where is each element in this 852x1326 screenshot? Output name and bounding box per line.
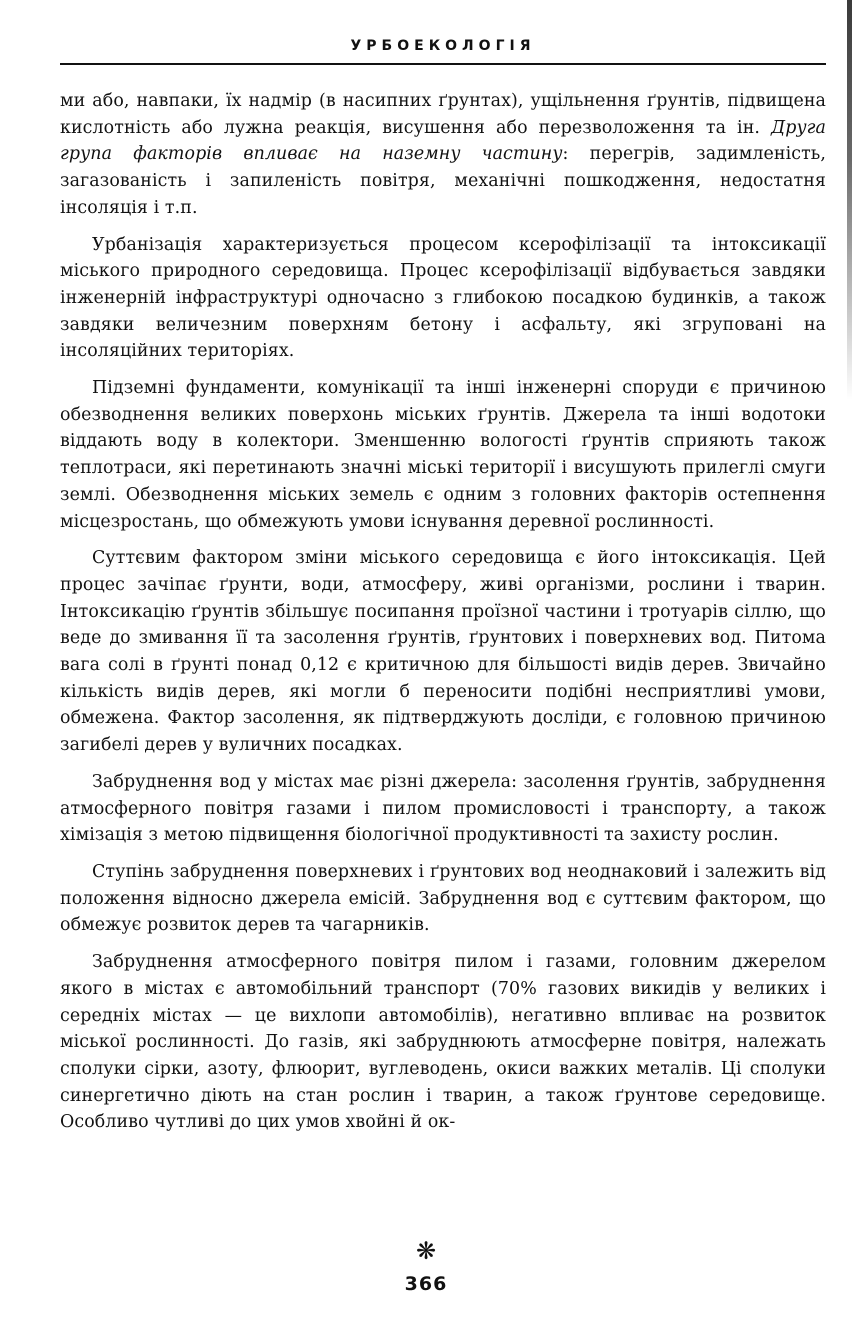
paragraph-1-emphasis: Друга група факторів впливає на наземну частину [60,117,826,165]
running-head: УРБОЕКОЛОГІЯ [350,38,536,54]
paragraph-3: Підземні фундаменти, комунікації та інші інженерні споруди є причиною обезводнення великих поверхонь міських ґрунтів. Джерела та інші водотоки віддають воду в колектори. Зменшенню вологості ґрунтів сприяють також теплотраси, які перетинають значні міські території і висушують прилеглі смуги землі. Обезводнення міських земель є одним з головних факторів остепнення місцезростань, що обмежують умови існування деревної рослинності. [60,378,826,532]
paragraph-1-end: : перегрів, задимленість, загазованість і запиленість повітря, механічні пошкодження, недостатня інсоляція і т.п. [60,144,826,218]
ornament-icon: ❋ [415,1237,437,1265]
paragraph-5: Забруднення вод у містах має різні джерела: засолення ґрунтів, забруднення атмосферного повітря газами і пилом промисловості і транспорту, а також хімізація з метою підвищення біологічної продуктивності та захисту рослин. [60,771,826,846]
header-rule [60,63,826,65]
paragraph-6: Ступінь забруднення поверхневих і ґрунтових вод неоднаковий і залежить від положення відносно джерела емісій. Забруднення вод є суттєвим фактором, що обмежує розвиток дерев та чагарників. [60,861,826,936]
page-number: 366 [404,1273,448,1295]
paragraph-1 [60,88,826,222]
scan-edge-shadow [847,0,852,400]
body-text [60,88,826,1146]
paragraph-7: Забруднення атмосферного повітря пилом і газами, головним джерелом якого в містах є автомобільний транспорт (70% газових викидів у великих і середніх містах — це вихлопи автомобілів), негативно впливає на розвиток міської рослинності. До газів, які забруднюють атмосферне повітря, належать сполуки сірки, азоту, флюорит, вуглеводень, окиси важких металів. Ці сполуки синергетично діють на стан рослин і тварин, а також ґрунтове середовище. Особливо чутливі до цих умов хвойні й ок- [60,952,826,1133]
paragraph-2: Урбанізація характеризується процесом ксерофілізації та інтоксикації міського природного середовища. Процес ксерофілізації відбувається завдяки інженерній інфраструктурі одночасно з глибокою посадкою будинків, а також завдяки величезним поверхням бетону і асфальту, які згруповані на інсоляційних територіях. [60,234,826,362]
paragraph-1-start: ми або, навпаки, їх надмір (в насипних ґрунтах), ущільнення ґрунтів, підвищена кислотність або лужна реакція, висушення або перезволоження та ін. [60,91,826,138]
paragraph-4: Суттєвим фактором зміни міського середовища є його інтоксикація. Цей процес зачіпає ґрунти, води, атмосферу, живі організми, рослини і тварин. Інтоксикацію ґрунтів збільшує посипання проїзної частини і тротуарів сіллю, що веде до змивання її та засолення ґрунтів, ґрунтових і поверхневих вод. Питома вага солі в ґрунті понад 0,12 є критичною для більшості видів дерев. Звичайно кількість видів дерев, які могли б переносити подібні несприятливі умови, обмежена. Фактор засолення, як підтверджують досліди, є головною причиною загибелі дерев у вуличних посадках. [60,548,826,756]
